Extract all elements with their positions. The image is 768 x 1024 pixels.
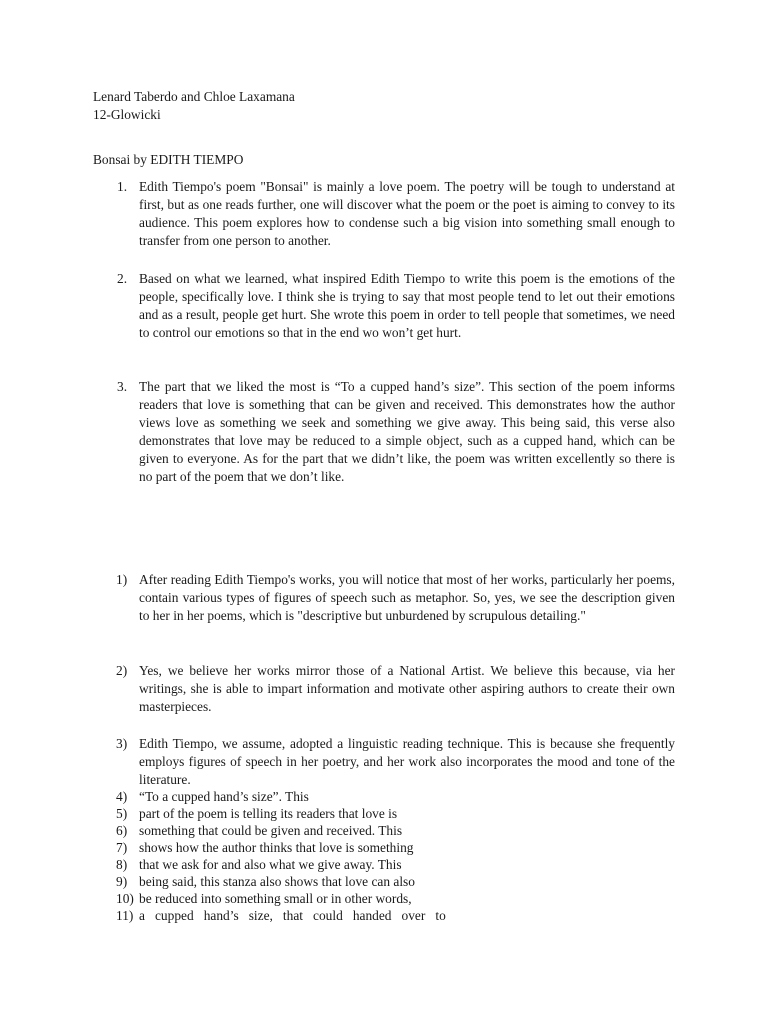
list-number: 3) xyxy=(116,736,128,751)
list-item-text: shows how the author thinks that love is something xyxy=(139,840,414,855)
list-item-text: Edith Tiempo, we assume, adopted a linguistic reading technique. This is because she frequently employs figures of speech in her poetry, and her work also incorporates the mood and tone of the literature. xyxy=(139,736,675,787)
class-section: 12-Glowicki xyxy=(93,107,161,122)
list-number: 10) xyxy=(116,891,134,906)
list-item xyxy=(93,822,675,840)
list-item-text: After reading Edith Tiempo's works, you will notice that most of her works, particularly her poems, contain various types of figures of speech such as metaphor. So, yes, we see the description given to her in her poems, which is "descriptive but unburdened by scrupulous detailing." xyxy=(139,572,675,623)
list-item xyxy=(93,839,675,857)
list-item xyxy=(93,571,675,625)
list-number: 5) xyxy=(116,806,128,821)
list-item-text: part of the poem is telling its readers that love is xyxy=(139,806,398,821)
list-number: 2) xyxy=(116,663,128,678)
list-number: 6) xyxy=(116,823,128,838)
list-item-text: being said, this stanza also shows that love can also xyxy=(139,874,415,889)
list-number: 11) xyxy=(116,908,134,923)
list-item xyxy=(93,735,675,789)
list-item-text: Based on what we learned, what inspired Edith Tiempo to write this poem is the emotions of the people, specifically love. I think she is trying to say that most people tend to let out their emotions and as a result, people get hurt. She wrote this poem in order to tell people that sometimes, we need to control our emotions so that in the end wo won’t get hurt. xyxy=(139,271,675,340)
list-number: 2. xyxy=(117,271,128,286)
list-item-text: Edith Tiempo's poem "Bonsai" is mainly a love poem. The poetry will be tough to understand at first, but as one reads further, one will discover what the poem or the poet is aiming to convey to its audience. This poem explores how to condense such a big vision into something small enough to transfer from one person to another. xyxy=(139,179,675,248)
document-title: Bonsai by EDITH TIEMPO xyxy=(93,152,244,167)
list-number: 4) xyxy=(116,789,128,804)
list-item xyxy=(93,805,675,823)
list-item xyxy=(93,907,675,925)
list-item xyxy=(93,856,675,874)
list-item-text: “To a cupped hand’s size”. This xyxy=(139,789,309,804)
list-item-text: Yes, we believe her works mirror those of a National Artist. We believe this because, via her writings, she is able to impart information and motivate other aspiring authors to create their own masterpieces. xyxy=(139,663,675,714)
list-item xyxy=(93,178,675,250)
list-item xyxy=(93,890,675,908)
list-item xyxy=(93,873,675,891)
list-item-text: something that could be given and received. This xyxy=(139,823,403,838)
list-item-text: The part that we liked the most is “To a cupped hand’s size”. This section of the poem informs readers that love is something that can be given and received. This demonstrates how the author views love as something we seek and something we give away. This being said, this verse also demonstrates that love may be reduced to a simple object, such as a cupped hand, which can be given to everyone. As for the part that we didn’t like, the poem was written excellently so there is no part of the poem that we don’t like. xyxy=(139,379,675,484)
list-item-text: that we ask for and also what we give away. This xyxy=(139,857,402,872)
list-item xyxy=(93,788,675,806)
list-number: 1) xyxy=(116,572,128,587)
list-item xyxy=(93,270,675,342)
list-item-text: be reduced into something small or in other words, xyxy=(139,891,412,906)
list-number: 3. xyxy=(117,379,128,394)
list-number: 8) xyxy=(116,857,128,872)
author-names: Lenard Taberdo and Chloe Laxamana xyxy=(93,89,295,104)
list-item-text: a cupped hand’s size, that could handed over to xyxy=(139,908,446,923)
list-number: 7) xyxy=(116,840,128,855)
list-number: 1. xyxy=(117,179,128,194)
list-item xyxy=(93,378,675,486)
list-item xyxy=(93,662,675,716)
list-number: 9) xyxy=(116,874,128,889)
